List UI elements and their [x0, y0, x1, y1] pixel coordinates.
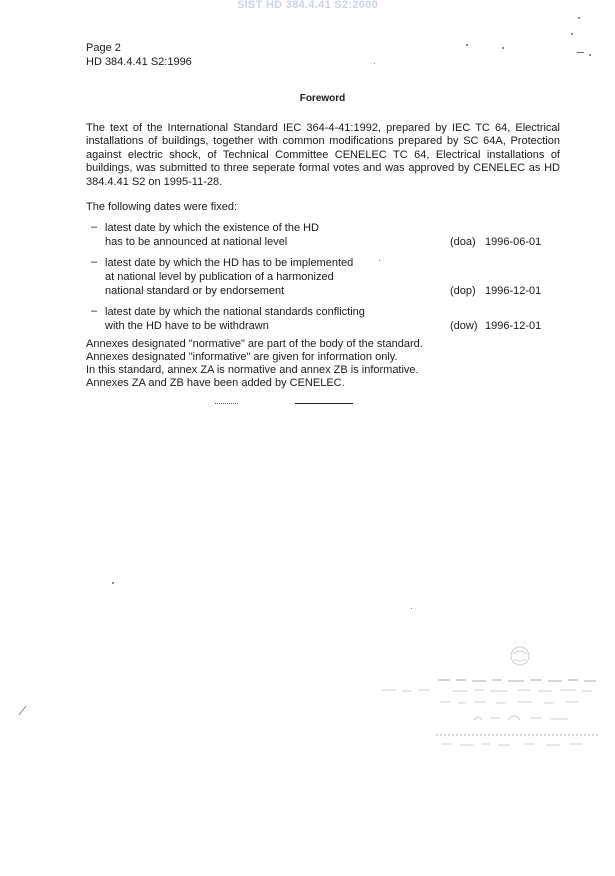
date-value: 1996-12-01 [485, 285, 542, 297]
annex-note: In this standard, annex ZA is normative and annex ZB is informative. [86, 364, 419, 376]
dates-list-item-line: latest date by which the national standards conflicting [105, 306, 365, 318]
dates-intro: The following dates were fixed: [86, 201, 238, 213]
dates-list-item-line: latest date by which the HD has to be implemented [105, 257, 354, 269]
dates-list [91, 221, 561, 340]
annexes-notes [86, 338, 423, 390]
dates-list-item-text [105, 221, 370, 249]
scan-speck [112, 582, 114, 584]
scan-speck [589, 54, 591, 56]
document-reference: HD 384.4.41 S2:1996 [86, 56, 192, 68]
date-code: (doa) [450, 236, 476, 248]
date-code: (dop) [450, 285, 476, 297]
section-title: Foreword [299, 93, 346, 104]
scan-speck [578, 17, 580, 19]
page-header [86, 41, 192, 69]
list-dash: – [91, 256, 98, 268]
pen-mark-icon [18, 704, 28, 716]
dotted-divider [215, 403, 238, 404]
date-code: (dow) [450, 320, 478, 332]
scan-speck [571, 33, 573, 35]
dates-list-item [91, 305, 561, 333]
list-dash: – [91, 305, 98, 317]
scan-speck [379, 260, 380, 261]
date-value: 1996-12-01 [485, 320, 542, 332]
dates-list-item-text [105, 256, 370, 298]
annex-note: Annexes designated "informative" are given for information only. [86, 351, 398, 363]
dates-list-item [91, 221, 561, 249]
watermark: SIST HD 384.4.41 S2:2000 [236, 0, 379, 11]
dates-list-item-text [105, 305, 385, 333]
dates-list-item-line: at national level by publication of a harmonized [105, 271, 334, 283]
dates-list-item-line: has to be announced at national level [105, 236, 288, 248]
scan-speck [577, 52, 584, 53]
dates-list-item-line: with the HD have to be withdrawn [105, 320, 269, 332]
scan-speck [374, 63, 375, 64]
dates-list-item [91, 256, 561, 298]
date-value: 1996-06-01 [485, 236, 542, 248]
dates-list-item-line: latest date by which the existence of the HD [105, 222, 320, 234]
faded-stamp-icon [378, 640, 610, 760]
page-number: Page 2 [86, 42, 121, 54]
scan-speck [411, 608, 412, 609]
scan-speck [502, 47, 504, 49]
list-dash: – [91, 221, 98, 233]
annex-note: Annexes designated "normative" are part of the body of the standard. [86, 338, 423, 350]
intro-paragraph: The text of the International Standard IEC 364-4-41:1992, prepared by IEC TC 64, Electrical installations of buildings, together with common modifications prepared by SC 64A, Protection against electric shock, of Technical Committee CENELEC TC 64, Electrical installations of buildings, was submitted to three seperate formal votes and was approved by CENELEC as HD 384.4.41 S2 on 1995-11-28. [86, 122, 560, 188]
annex-note: Annexes ZA and ZB have been added by CENELEC. [86, 377, 345, 389]
dates-list-item-line: national standard or by endorsement [105, 285, 285, 297]
end-rule [295, 403, 353, 404]
scan-speck [466, 44, 468, 46]
